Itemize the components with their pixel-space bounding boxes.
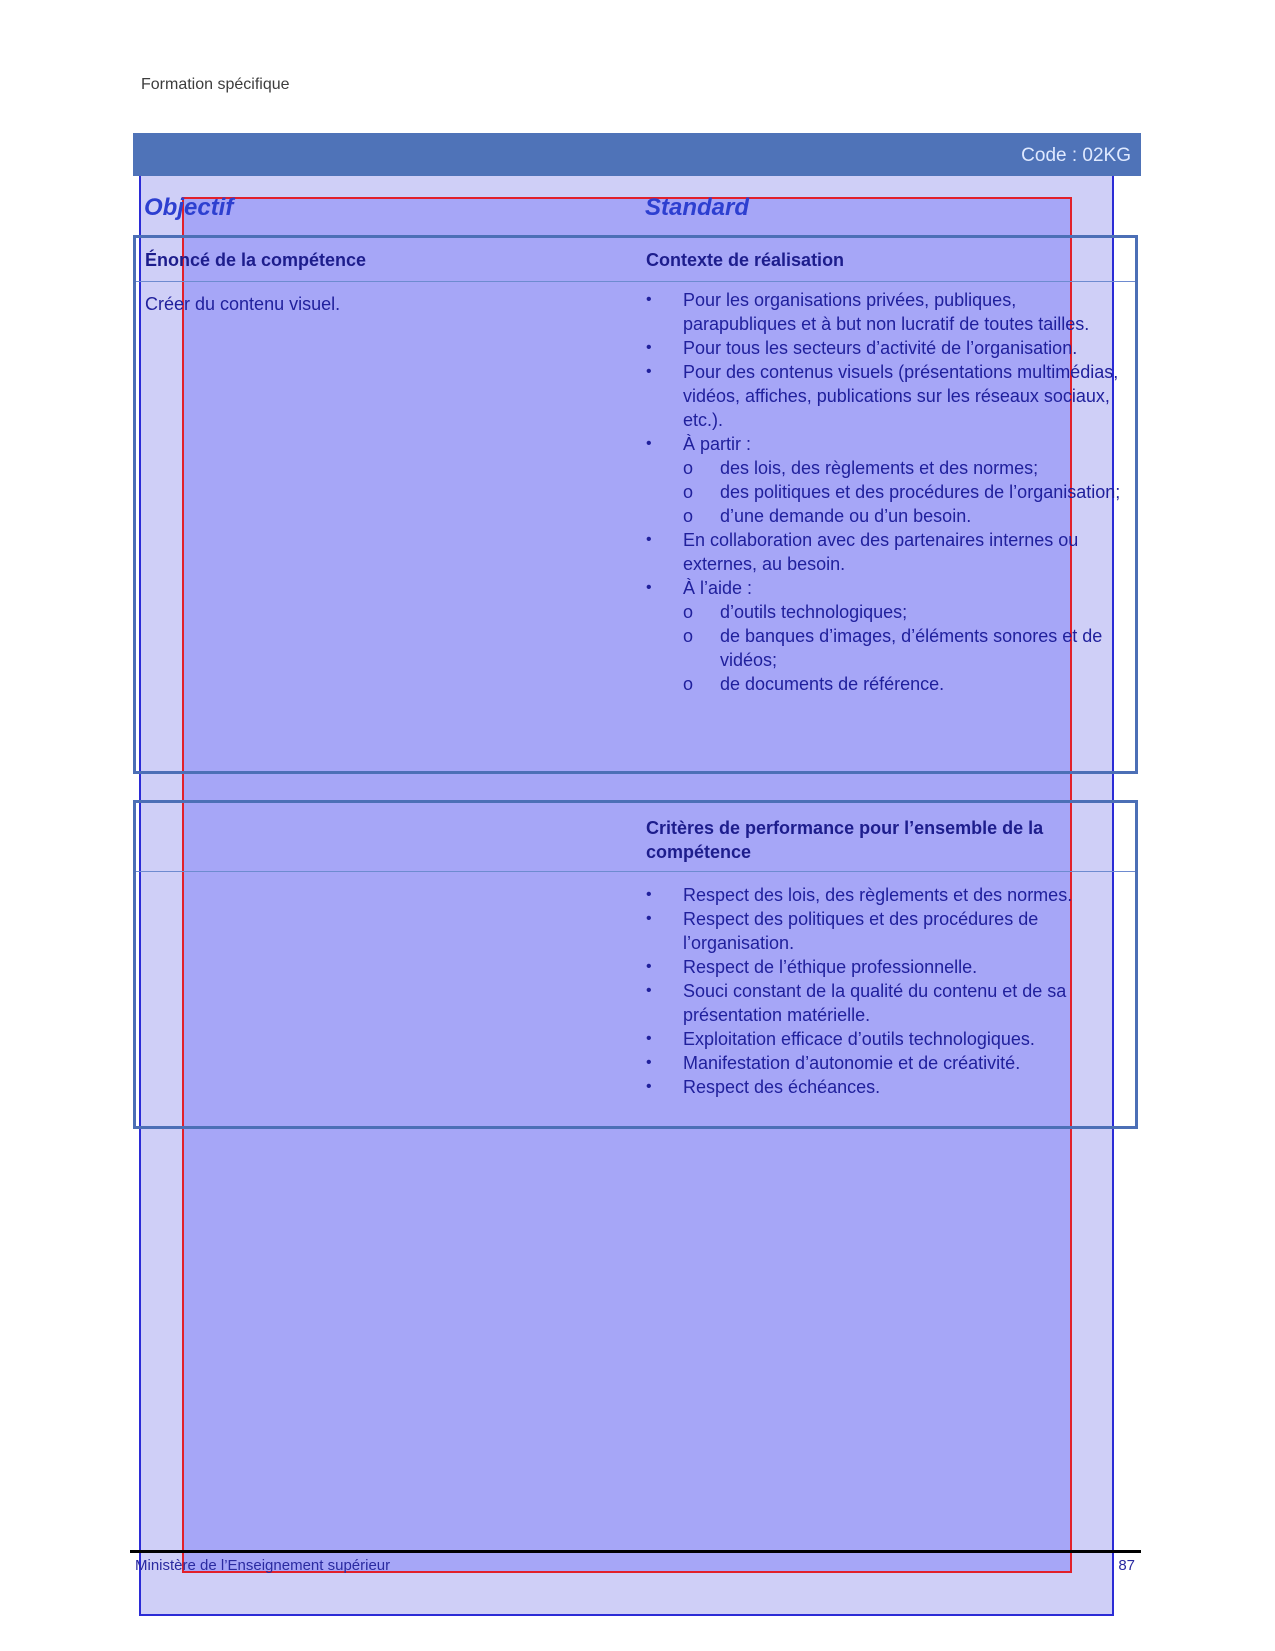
footer-ministry: Ministère de l’Enseignement supérieur <box>135 1557 391 1574</box>
sub-list-item: o des lois, des règlements et des normes; <box>683 456 1126 480</box>
sub-list <box>683 600 1126 696</box>
list-item <box>646 432 1126 528</box>
list-item: • Pour tous les secteurs d’activité de l’organisation. <box>646 336 1126 360</box>
objectif-heading: Objectif <box>144 194 234 221</box>
sub-list <box>683 456 1126 528</box>
performance-table <box>133 800 1138 1129</box>
list-item: • Exploitation efficace d’outils technologiques. <box>646 1027 1126 1051</box>
list-item: • En collaboration avec des partenaires internes ou externes, au besoin. <box>646 528 1126 576</box>
list-item: • Respect des échéances. <box>646 1075 1126 1099</box>
table-header-row <box>136 238 1135 282</box>
contexte-header: Contexte de réalisation <box>646 250 845 270</box>
criteres-header: Critères de performance pour l’ensemble de la compétence <box>646 818 1044 862</box>
enonce-header: Énoncé de la compétence <box>145 250 367 270</box>
list-item: • Respect de l’éthique professionnelle. <box>646 955 1126 979</box>
list-item <box>646 576 1126 696</box>
list-item: • Manifestation d’autonomie et de créativité. <box>646 1051 1126 1075</box>
contexte-list <box>646 288 1126 696</box>
sub-list-item: o d’outils technologiques; <box>683 600 1126 624</box>
list-item: • Respect des politiques et des procédures de l’organisation. <box>646 907 1126 955</box>
code-bar <box>133 133 1141 176</box>
competency-code: Code : 02KG <box>1021 145 1131 166</box>
table-header-row <box>136 803 1135 872</box>
sub-list-item: o de documents de référence. <box>683 672 1126 696</box>
competence-table <box>133 235 1138 774</box>
sub-list-item: o de banques d’images, d’éléments sonores et de vidéos; <box>683 624 1126 672</box>
list-item: • Souci constant de la qualité du contenu et de sa présentation matérielle. <box>646 979 1126 1027</box>
standard-heading: Standard <box>645 194 750 221</box>
enonce-text: Créer du contenu visuel. <box>145 294 341 314</box>
criteres-list <box>646 883 1126 1099</box>
sub-list-item: o d’une demande ou d’un besoin. <box>683 504 1126 528</box>
list-item: • Respect des lois, des règlements et des normes. <box>646 883 1126 907</box>
sub-list-item: o des politiques et des procédures de l’organisation; <box>683 480 1126 504</box>
list-item: • Pour des contenus visuels (présentations multimédias, vidéos, affiches, publications sur les réseaux sociaux, etc.). <box>646 360 1126 432</box>
list-item-label: À partir : <box>683 434 752 454</box>
list-item-label: À l’aide : <box>683 578 753 598</box>
document-header: Formation spécifique <box>141 76 290 93</box>
footer-divider <box>130 1550 1141 1553</box>
list-item: • Pour les organisations privées, publiques, parapubliques et à but non lucratif de toutes tailles. <box>646 288 1126 336</box>
page-number: 87 <box>1118 1557 1135 1574</box>
